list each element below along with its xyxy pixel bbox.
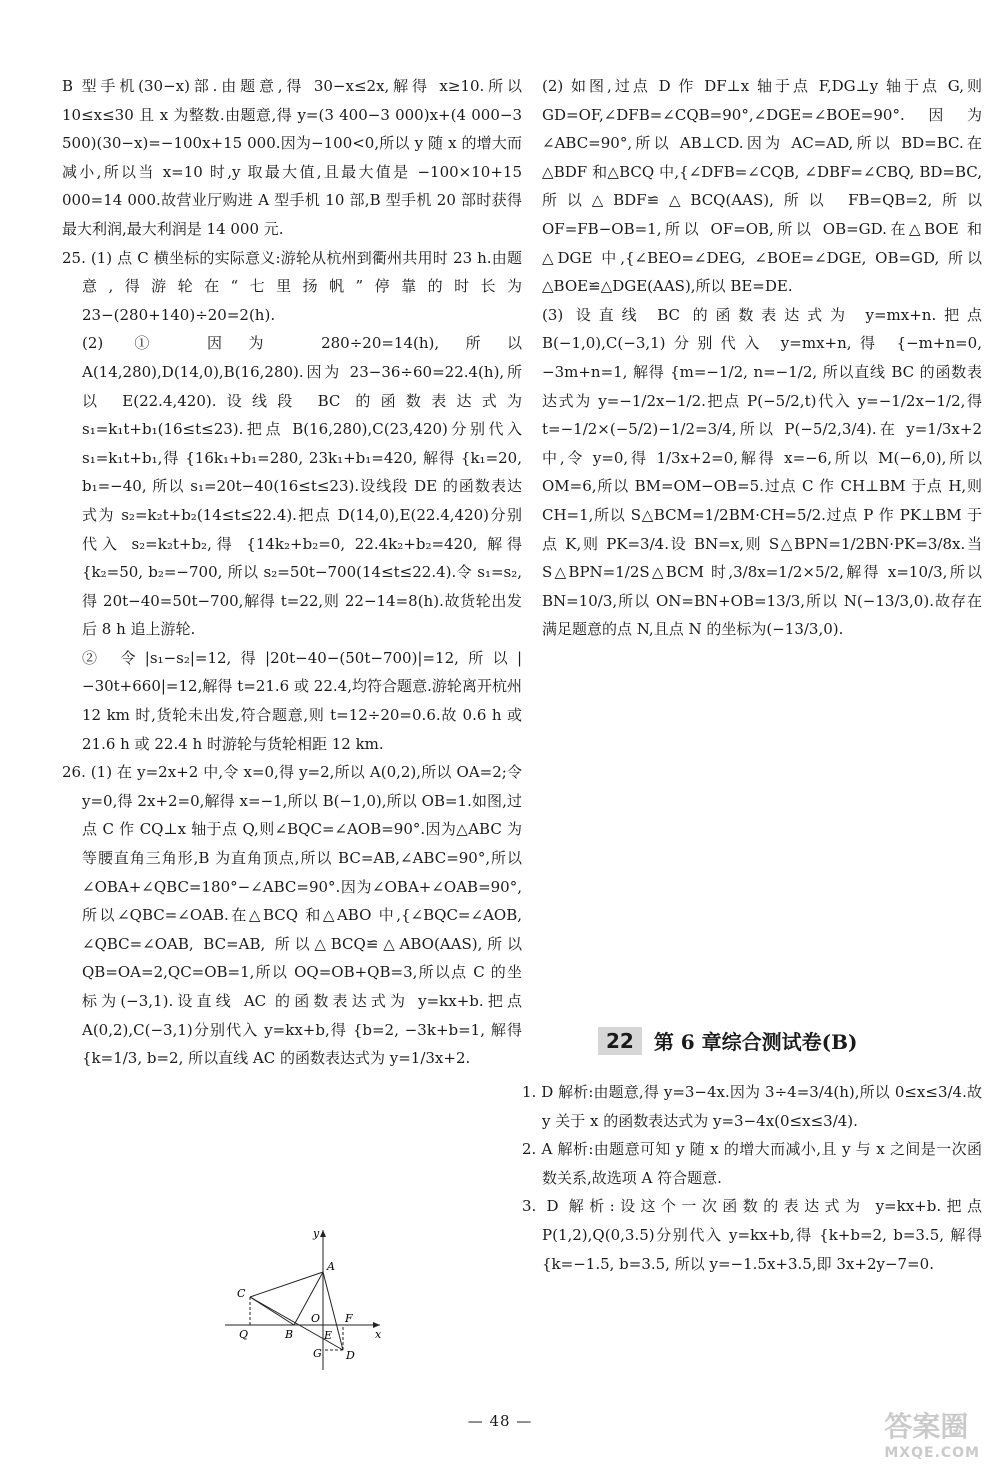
label-e: E xyxy=(324,1329,333,1342)
label-c: C xyxy=(237,1287,246,1300)
label-y: y xyxy=(313,1227,320,1240)
paragraph: (2) 如图,过点 D 作 DF⊥x 轴于点 F,DG⊥y 轴于点 G,则 GD=OF,∠DFB=∠CQB=90°,∠DGE=∠BOE=90°.因为∠ABC=90°,所以 AB⊥CD.因为 AC=AD,所以 BD=BC.在△BDF 和△BCQ 中,{∠DFB=∠CQB, ∠DBF=∠CBQ, BD=BC, 所以△BDF≌△BCQ(AAS),所以 FB=QB=2,所以 OF=FB−OB=1,所以 OF=OB,所以 OB=GD.在△BOE 和△DGE 中,{∠BEO=∠DEG, ∠BOE=∠DGE, OB=GD, 所以△BOE≌△DGE(AAS),所以 BE=DE. xyxy=(542,77,982,296)
line-cd xyxy=(250,1297,343,1350)
label-g: G xyxy=(313,1347,322,1360)
watermark-sub: MXQE.COM xyxy=(884,1445,980,1461)
label-o: O xyxy=(311,1312,321,1325)
paragraph: B 型手机(30−x)部.由题意,得 30−x≤2x,解得 x≥10.所以 10≤x≤30 且 x 为整数.由题意,得 y=(3 400−3 000)x+(4 000−3 500)(30−x)=−100x+15 000.因为−100<0,所以 y 随 x 的增大而减小,所以当 x=10 时,y 取最大值,且最大值是 −100×10+15 000=14 000.故营业厅购进 A 型手机 10 部,B 型手机 20 部时获得最大利润,最大利润是 14 000 元. xyxy=(62,77,522,238)
watermark-text: 答案圈 xyxy=(884,1410,969,1443)
paragraph: ② 令|s₁−s₂|=12,得|20t−40−(50t−700)|=12,所以|−30t+660|=12,解得 t=21.6 或 22.4,均符合题意.游轮离开杭州 12 km 时,货轮未出发,符合题意,则 t=12÷20=0.6.故 0.6 h 或 21.6 h 或 22.4 h 时游轮与货轮相距 12 km. xyxy=(82,648,522,753)
line-ca xyxy=(250,1272,323,1297)
label-x: x xyxy=(375,1328,382,1341)
paragraph: (3) 设直线 BC 的函数表达式为 y=mx+n.把点 B(−1,0),C(−3,1)分别代入 y=mx+n,得 {−m+n=0, −3m+n=1, 解得 {m=−1/2, n=−1/2, 所以直线 BC 的函数表达式为 y=−1/2x−1/2.把点 P(−5/2,t)代入 y=−1/2x−1/2,得 t=−1/2×(−5/2)−1/2=3/4,所以 P(−5/2,3/4).在 y=1/3x+2 中,令 y=0,得 1/3x+2=0,解得 x=−6,所以 M(−6,0),所以 OM=6,所以 BM=OM−OB=5.过点 C 作 CH⊥BM 于点 H,则 CH=1,所以 S△BCM=1/2BM·CH=5/2.过点 P 作 PK⊥BM 于点 K,则 PK=3/4.设 BN=x,则 S△BPN=1/2BN·PK=3/8x.当 S△BPN=1/2S△BCM 时,3/8x=1/2×5/2,解得 x=10/3,所以 BN=10/3,所以 ON=BN+OB=13/3,所以 N(−13/3,0).故存在满足题意的点 N,且点 N 的坐标为(−13/3,0). xyxy=(542,305,982,639)
label-d: D xyxy=(346,1349,355,1362)
right-column xyxy=(522,72,982,644)
section-heading xyxy=(598,1026,858,1055)
paragraph: (2) ① 因为 280÷20=14(h),所以 A(14,280),D(14,0),B(16,280).因为 23−36÷60=22.4(h),所以 E(22.4,420).设线段 BC 的函数表达式为 s₁=k₁t+b₁(16≤t≤23).把点 B(16,280),C(23,420)分别代入 s₁=k₁t+b₁,得 {16k₁+b₁=280, 23k₁+b₁=420, 解得 {k₁=20, b₁=−40, 所以 s₁=20t−40(16≤t≤23).设线段 DE 的函数表达式为 s₂=k₂t+b₂(14≤t≤22.4).把点 D(14,0),E(22.4,420)分别代入 s₂=k₂t+b₂,得 {14k₂+b₂=0, 22.4k₂+b₂=420, 解得 {k₂=50, b₂=−700, 所以 s₂=50t−700(14≤t≤22.4).令 s₁=s₂,得 20t−40=50t−700,解得 t=22,则 22−14=8(h).故货轮出发后 8 h 追上游轮. xyxy=(82,334,522,639)
paragraph: 26. (1) 在 y=2x+2 中,令 x=0,得 y=2,所以 A(0,2),所以 OA=2;令 y=0,得 2x+2=0,解得 x=−1,所以 B(−1,0),所以 OB=1.如图,过点 C 作 CQ⊥x 轴于点 Q,则∠BQC=∠AOB=90°.因为△ABC 为等腰直角三角形,B 为直角顶点,所以 BC=AB,∠ABC=90°,所以∠OBA+∠QBC=180°−∠ABC=90°.因为∠OBA+∠OAB=90°,所以∠QBC=∠OAB.在△BCQ 和△ABO 中,{∠BQC=∠AOB, ∠QBC=∠OAB, BC=AB, 所以△BCQ≌△ABO(AAS),所以 QB=OA=2,QC=OB=1,所以 OQ=OB+QB=3,所以点 C 的坐标为(−3,1).设直线 AC 的函数表达式为 y=kx+b.把点 A(0,2),C(−3,1)分别代入 y=kx+b,得 {b=2, −3k+b=1, 解得 {k=1/3, b=2, 所以直线 AC 的函数表达式为 y=1/3x+2. xyxy=(62,763,522,1068)
label-a: A xyxy=(327,1260,335,1273)
label-b: B xyxy=(285,1328,294,1341)
answers-block xyxy=(522,1078,982,1278)
watermark-logo xyxy=(884,1405,980,1461)
section-number: 22 xyxy=(598,1027,642,1055)
section-title: 第 6 章综合测试卷(B) xyxy=(653,1030,858,1054)
label-f: F xyxy=(345,1312,353,1325)
answer-item: 2. A 解析:由题意可知 y 随 x 的增大而减小,且 y 与 x 之间是一次函数关系,故选项 A 符合题意. xyxy=(522,1140,982,1187)
label-q: Q xyxy=(239,1328,249,1341)
paragraph: 25. (1) 点 C 横坐标的实际意义:游轮从杭州到衢州共用时 23 h.由题意,得游轮在“七里扬帆”停靠的时长为 23−(280+140)÷20=2(h). xyxy=(62,248,522,324)
page-number: — 48 — xyxy=(467,1412,533,1430)
left-column xyxy=(62,72,522,1073)
geometry-figure xyxy=(215,1225,385,1370)
answer-item: 1. D 解析:由题意,得 y=3−4x.因为 3÷4=3/4(h),所以 0≤x≤3/4.故 y 关于 x 的函数表达式为 y=3−4x(0≤x≤3/4). xyxy=(522,1083,982,1130)
answer-item: 3. D 解析:设这个一次函数的表达式为 y=kx+b.把点 P(1,2),Q(0,3.5)分别代入 y=kx+b,得 {k+b=2, b=3.5, 解得 {k=−1.5, b=3.5, 所以 y=−1.5x+3.5,即 3x+2y−7=0. xyxy=(522,1197,982,1273)
y-axis-arrow xyxy=(320,1230,326,1237)
